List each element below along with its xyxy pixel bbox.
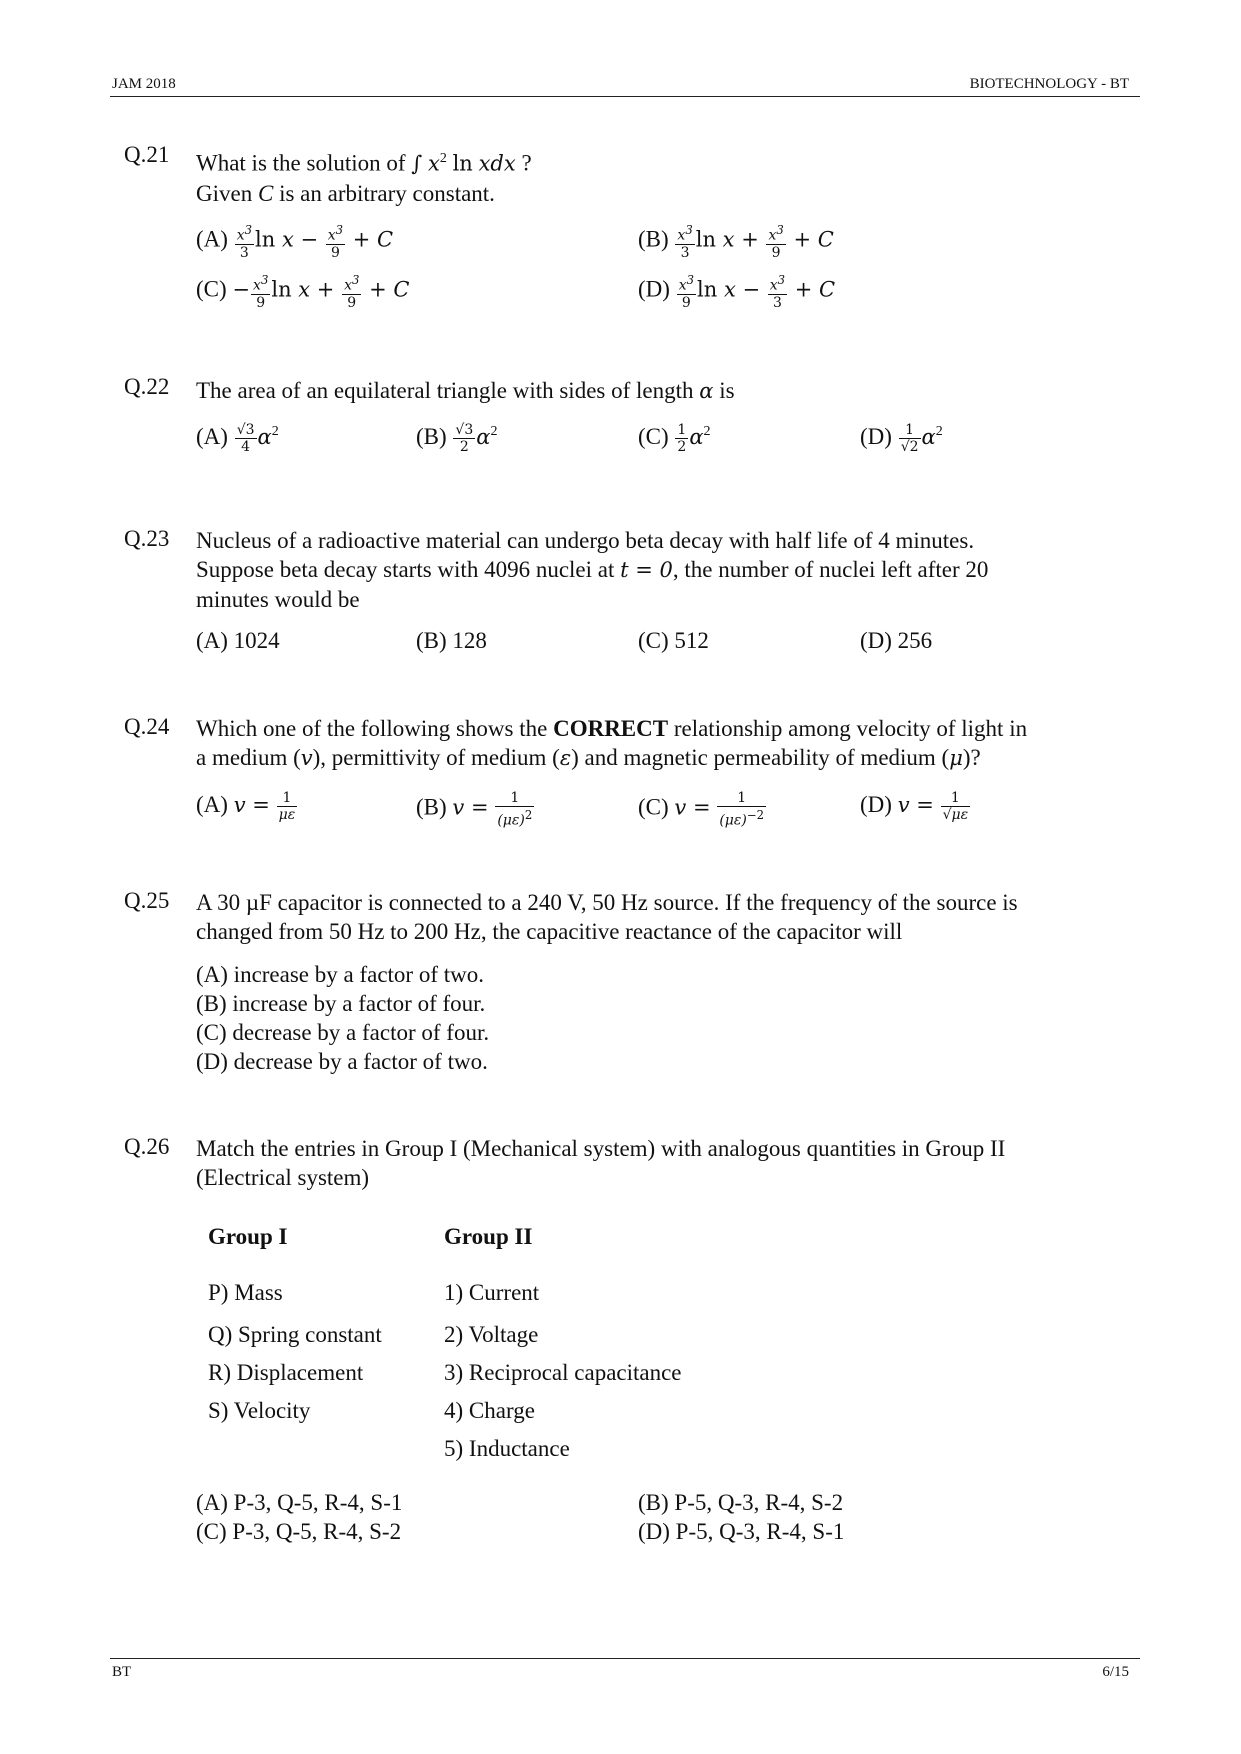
header-right: BIOTECHNOLOGY - BT	[969, 76, 1129, 92]
question-stem: Nucleus of a radioactive material can undergo beta decay with half life of 4 minutes. Suppose beta decay starts with 4096 nuclei at t = 0, the number of nuclei left after 20 minutes would be	[196, 528, 989, 612]
question-number: Q.22	[124, 374, 170, 399]
question-number: Q.21	[124, 142, 170, 167]
option-d: (D) P-5, Q-3, R-4, S-1	[638, 1519, 845, 1544]
footer-left: BT	[112, 1664, 132, 1680]
group2-item: 2) Voltage	[444, 1322, 539, 1347]
option-c: (C) $\frac{1}{2}$ $\alpha^2$	[638, 422, 711, 455]
footer-rule	[110, 1658, 1140, 1659]
question-stem: What is the solution of ∫ $x^2$ ln xdx ? Given C is an arbitrary constant.	[196, 150, 532, 206]
option-b: (B) $\frac{x^3}{3}$ ln x + $\frac{x^3}{9}$ + C	[638, 223, 834, 261]
group2-item: 4) Charge	[444, 1398, 535, 1423]
option-a: (A) $\frac{√3}{4}$ $\alpha^2$	[196, 422, 279, 455]
option-c: (C) 512	[638, 628, 709, 653]
group2-item: 5) Inductance	[444, 1436, 570, 1461]
question-stem: Which one of the following shows the CORRECT relationship among velocity of light in a medium (v), permittivity of medium (ε) and magnetic permeability of medium (μ)?	[196, 716, 1028, 770]
page-number: 6/15	[1102, 1664, 1129, 1680]
group1-item: P) Mass	[208, 1280, 283, 1305]
group1-item: S) Velocity	[208, 1398, 311, 1423]
option-d: (D) $\frac{1}{√2}$ $\alpha^2$	[860, 422, 943, 455]
group2-header: Group II	[444, 1224, 533, 1249]
option-d: (D) decrease by a factor of two.	[196, 1049, 488, 1074]
option-a: (A) 1024	[196, 628, 280, 653]
option-b: (B) v = $\frac{1}{(\mu\varepsilon)^2}$	[416, 790, 533, 829]
question-number: Q.23	[124, 526, 170, 551]
question-stem: The area of an equilateral triangle with sides of length α is	[196, 378, 735, 403]
option-a: (A) P-3, Q-5, R-4, S-1	[196, 1490, 403, 1515]
option-d: (D) v = $\frac{1}{√\mu\varepsilon}$	[860, 790, 969, 823]
group2-item: 1) Current	[444, 1280, 540, 1305]
option-c: (C) P-3, Q-5, R-4, S-2	[196, 1519, 402, 1544]
option-a: (A) $\frac{x^3}{3}$ ln x − $\frac{x^3}{9}$ + C	[196, 223, 394, 261]
group1-item: R) Displacement	[208, 1360, 364, 1385]
question-number: Q.26	[124, 1134, 170, 1159]
option-a: (A) v = $\frac{1}{\mu\varepsilon}$	[196, 790, 296, 823]
question-number: Q.25	[124, 888, 170, 913]
header-rule	[110, 96, 1140, 97]
option-b: (B) P-5, Q-3, R-4, S-2	[638, 1490, 844, 1515]
option-b: (B) increase by a factor of four.	[196, 991, 486, 1016]
option-c: (C) v = $\frac{1}{(\mu\varepsilon)^{-2}}$	[638, 790, 765, 829]
group1-item: Q) Spring constant	[208, 1322, 382, 1347]
question-stem: Match the entries in Group I (Mechanical system) with analogous quantities in Group II (Electrical system)	[196, 1136, 1006, 1190]
group1-header: Group I	[208, 1224, 288, 1249]
question-number: Q.24	[124, 714, 170, 739]
header-left: JAM 2018	[112, 76, 176, 92]
option-d: (D) 256	[860, 628, 933, 653]
question-stem: A 30 µF capacitor is connected to a 240 V, 50 Hz source. If the frequency of the source is changed from 50 Hz to 200 Hz, the capacitive reactance of the capacitor will	[196, 890, 1018, 944]
option-b: (B) $\frac{√3}{2}$ $\alpha^2$	[416, 422, 498, 455]
option-c: (C) − $\frac{x^3}{9}$ ln x + $\frac{x^3}{9}$ + C	[196, 273, 410, 311]
option-d: (D) $\frac{x^3}{9}$ ln x − $\frac{x^3}{3}$ + C	[638, 273, 836, 311]
option-b: (B) 128	[416, 628, 487, 653]
group2-item: 3) Reciprocal capacitance	[444, 1360, 682, 1385]
option-a: (A) increase by a factor of two.	[196, 962, 485, 987]
option-c: (C) decrease by a factor of four.	[196, 1020, 490, 1045]
